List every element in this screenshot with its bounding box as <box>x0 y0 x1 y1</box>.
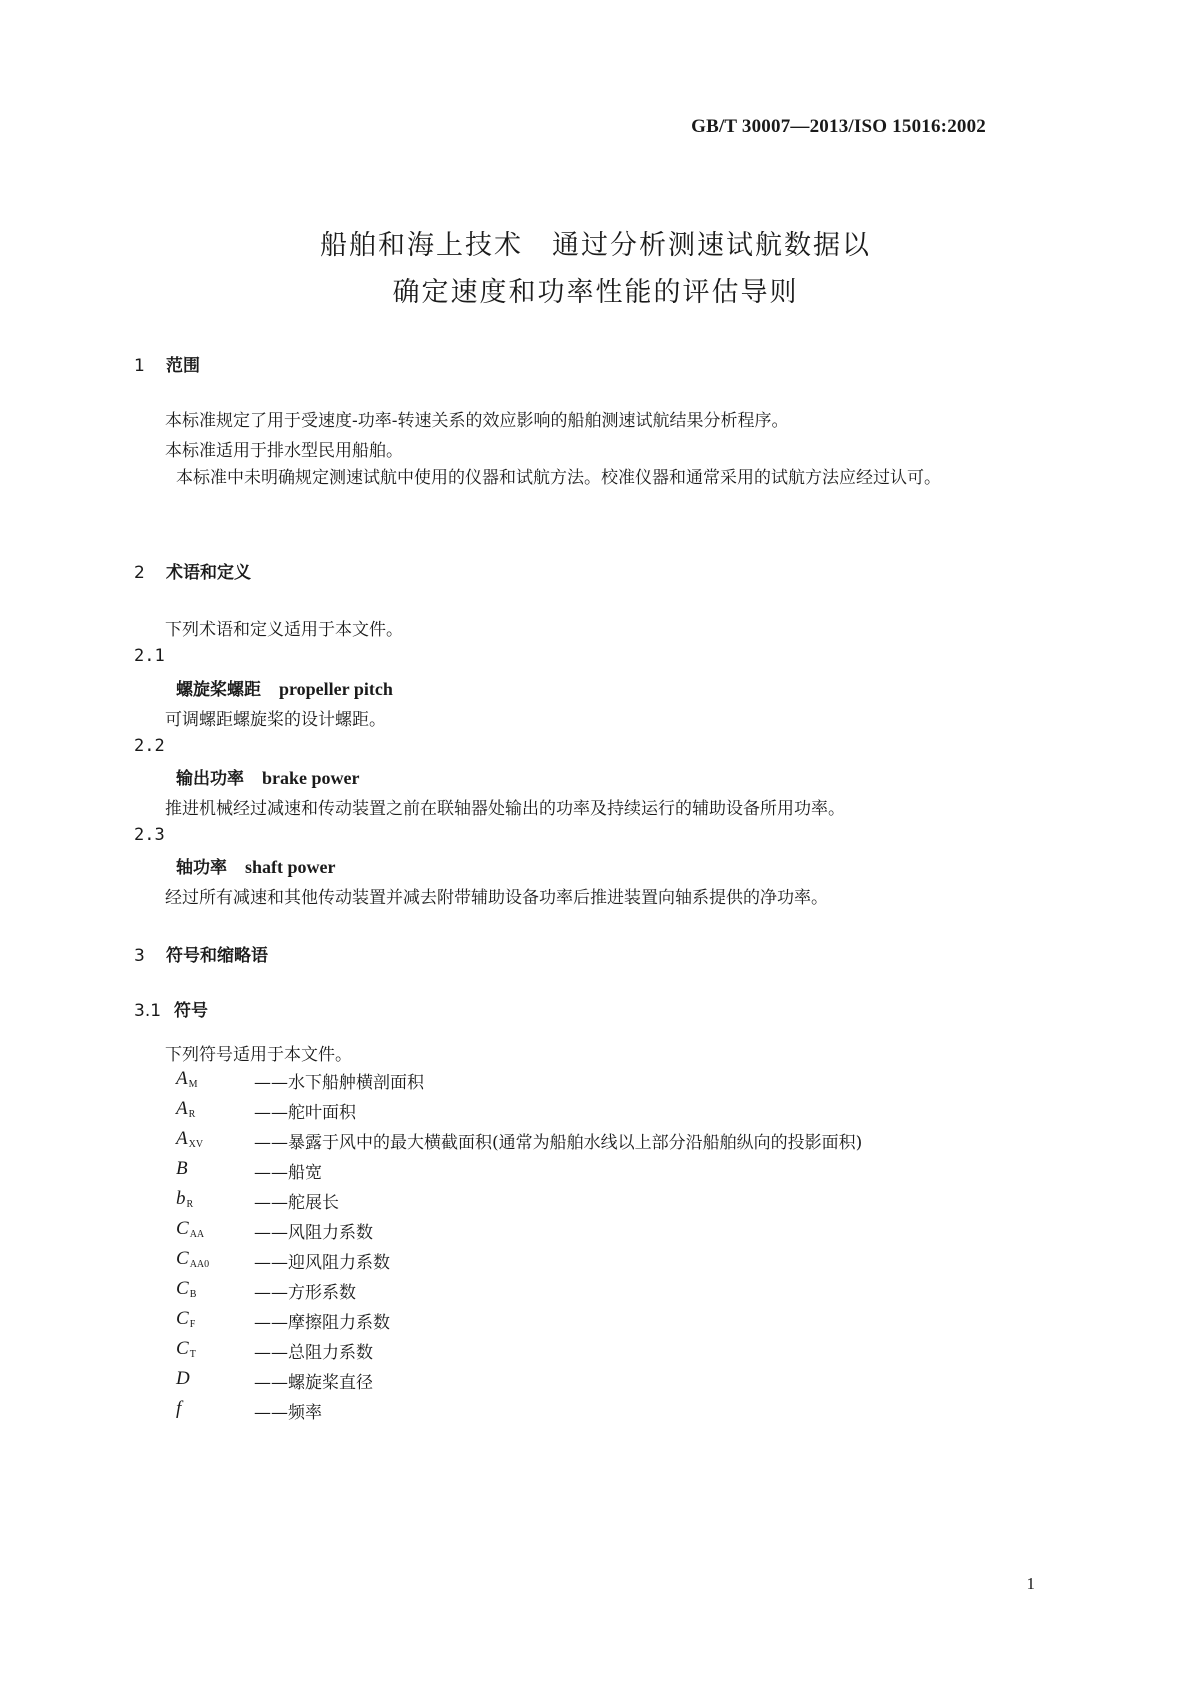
symbol: $C_{AA0}$ <box>176 1248 210 1270</box>
section-title: 术语和定义 <box>166 563 251 583</box>
symbol-description: ——舵展长 <box>254 1193 339 1213</box>
symbol-description: ——暴露于风中的最大横截面积(通常为船舶水线以上部分沿船舶纵向的投影面积) <box>254 1133 863 1153</box>
page-number: 1 <box>1026 1574 1035 1593</box>
symbol-description: ——舵叶面积 <box>254 1103 356 1123</box>
symbol-description: ——摩擦阻力系数 <box>254 1313 390 1333</box>
document-title <box>0 222 1191 316</box>
title-line-1: 船舶和海上技术 通过分析测速试航数据以 <box>320 230 871 261</box>
symbol-description: ——风阻力系数 <box>254 1223 373 1243</box>
term-zh: 轴功率 <box>176 858 227 878</box>
symbol: $A_{XV}$ <box>176 1128 204 1150</box>
terms-intro: 下列术语和定义适用于本文件。 <box>165 620 403 640</box>
scope-paragraph-2: 本标准适用于排水型民用船舶。 <box>165 441 403 461</box>
symbol: $C_T$ <box>176 1338 196 1360</box>
clause-number: 2.1 <box>134 646 165 666</box>
symbol: $b_R$ <box>176 1188 194 1210</box>
standard-code: GB/T 30007—2013/ISO 15016:2002 <box>691 116 986 137</box>
scope-paragraph-1: 本标准规定了用于受速度-功率-转速关系的效应影响的船舶测速试航结果分析程序。 <box>165 411 789 431</box>
term-zh: 输出功率 <box>176 769 244 789</box>
section-2-heading <box>134 558 251 583</box>
symbols-intro: 下列符号适用于本文件。 <box>165 1045 352 1065</box>
term-en: shaft power <box>245 857 336 877</box>
symbol-description: ——迎风阻力系数 <box>254 1253 390 1273</box>
section-number: 3 <box>134 946 145 966</box>
title-line-2: 确定速度和功率性能的评估导则 <box>392 277 799 308</box>
term-en: propeller pitch <box>279 679 393 699</box>
term-entry <box>176 764 360 789</box>
clause-number: 2.3 <box>134 825 165 845</box>
symbol: $C_B$ <box>176 1278 197 1300</box>
symbol: $A_M$ <box>176 1068 198 1090</box>
section-1-heading <box>134 351 200 376</box>
symbol: $C_{AA}$ <box>176 1218 205 1240</box>
subsection-title: 符号 <box>174 1001 208 1021</box>
symbol-description: ——水下船舯横剖面积 <box>254 1073 424 1093</box>
section-number: 2 <box>134 563 145 583</box>
subsection-3-1-heading <box>134 996 208 1021</box>
term-definition: 可调螺距螺旋桨的设计螺距。 <box>165 710 386 730</box>
term-entry <box>176 853 336 878</box>
symbol-description: ——船宽 <box>254 1163 322 1183</box>
section-number: 1 <box>134 356 145 376</box>
symbol: B <box>176 1158 188 1179</box>
symbol: $A_R$ <box>176 1098 196 1120</box>
term-en: brake power <box>262 768 360 788</box>
subsection-number: 3.1 <box>134 1001 162 1021</box>
term-zh: 螺旋桨螺距 <box>176 680 261 700</box>
term-definition: 经过所有减速和其他传动装置并减去附带辅助设备功率后推进装置向轴系提供的净功率。 <box>165 888 828 908</box>
symbol: D <box>176 1368 190 1389</box>
clause-number: 2.2 <box>134 736 165 756</box>
section-title: 符号和缩略语 <box>166 946 268 966</box>
section-title: 范围 <box>166 356 200 376</box>
section-3-heading <box>134 941 268 966</box>
symbol-description: ——螺旋桨直径 <box>254 1373 373 1393</box>
symbol-description: ——频率 <box>254 1403 322 1423</box>
symbol-description: ——方形系数 <box>254 1283 356 1303</box>
symbol: f <box>176 1398 182 1419</box>
term-definition: 推进机械经过减速和传动装置之前在联轴器处输出的功率及持续运行的辅助设备所用功率。 <box>165 799 845 819</box>
symbol: $C_F$ <box>176 1308 196 1330</box>
term-entry <box>176 675 393 700</box>
scope-paragraph-3: 本标准中未明确规定测速试航中使用的仪器和试航方法。校准仪器和通常采用的试航方法应经过认可。 <box>176 468 941 488</box>
symbol-description: ——总阻力系数 <box>254 1343 373 1363</box>
